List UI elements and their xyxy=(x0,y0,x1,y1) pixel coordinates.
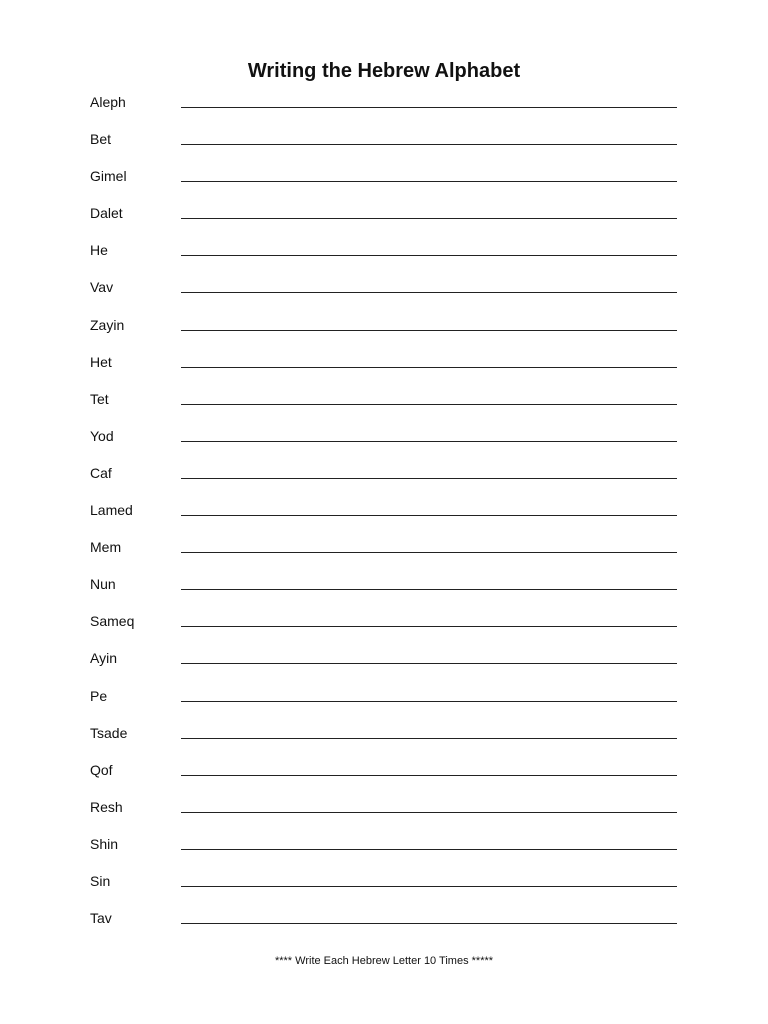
letter-name: Tsade xyxy=(90,724,128,741)
letter-name: Pe xyxy=(90,687,108,704)
letter-name: Zayin xyxy=(90,316,125,333)
writing-line xyxy=(181,775,677,776)
letter-row xyxy=(0,646,768,683)
letter-row xyxy=(0,424,768,461)
letter-name: Resh xyxy=(90,798,123,815)
writing-line xyxy=(181,218,677,219)
writing-line xyxy=(181,738,677,739)
letter-name: He xyxy=(90,242,108,259)
writing-line xyxy=(181,849,677,850)
writing-line xyxy=(181,367,677,368)
writing-line xyxy=(181,330,677,331)
letter-name: Tet xyxy=(90,390,109,407)
letter-row xyxy=(0,721,768,758)
writing-line xyxy=(181,255,677,256)
writing-line xyxy=(181,515,677,516)
letter-name: Ayin xyxy=(90,650,117,667)
letter-row xyxy=(0,461,768,498)
letter-row xyxy=(0,906,768,943)
letter-name: Gimel xyxy=(90,168,127,185)
letter-row xyxy=(0,238,768,275)
writing-line xyxy=(181,923,677,924)
writing-line xyxy=(181,478,677,479)
writing-line xyxy=(181,589,677,590)
writing-line xyxy=(181,404,677,405)
letter-row xyxy=(0,572,768,609)
letter-row xyxy=(0,350,768,387)
letter-row xyxy=(0,535,768,572)
writing-line xyxy=(181,441,677,442)
writing-line xyxy=(181,107,677,108)
letter-name: Qof xyxy=(90,761,113,778)
letter-name: Nun xyxy=(90,576,116,593)
letter-name: Sameq xyxy=(90,613,135,630)
letter-row xyxy=(0,684,768,721)
letter-row xyxy=(0,498,768,535)
letter-name: Het xyxy=(90,353,112,370)
page-title: Writing the Hebrew Alphabet xyxy=(247,60,521,83)
letter-row xyxy=(0,832,768,869)
letter-row xyxy=(0,609,768,646)
writing-line xyxy=(181,701,677,702)
letter-row xyxy=(0,201,768,238)
writing-line xyxy=(181,663,677,664)
writing-line xyxy=(181,292,677,293)
letter-row xyxy=(0,164,768,201)
letter-name: Caf xyxy=(90,464,112,481)
letter-name: Bet xyxy=(90,131,112,148)
writing-line xyxy=(181,552,677,553)
letter-name: Yod xyxy=(90,427,114,444)
letter-row xyxy=(0,387,768,424)
letter-name: Tav xyxy=(90,910,112,927)
letter-row xyxy=(0,758,768,795)
letter-list xyxy=(0,90,768,943)
letter-name: Vav xyxy=(90,279,114,296)
letter-name: Aleph xyxy=(90,94,126,110)
letter-name: Shin xyxy=(90,835,119,852)
letter-row xyxy=(0,869,768,906)
letter-row xyxy=(0,795,768,832)
writing-line xyxy=(181,144,677,145)
writing-line xyxy=(181,812,677,813)
letter-name: Lamed xyxy=(90,502,133,519)
letter-row xyxy=(0,90,768,127)
letter-row xyxy=(0,127,768,164)
letter-row xyxy=(0,275,768,312)
footer-instruction: **** Write Each Hebrew Letter 10 Times ***** xyxy=(274,955,494,967)
letter-row xyxy=(0,313,768,350)
letter-name: Mem xyxy=(90,539,122,556)
letter-name: Sin xyxy=(90,872,111,889)
writing-line xyxy=(181,181,677,182)
writing-line xyxy=(181,626,677,627)
writing-line xyxy=(181,886,677,887)
letter-name: Dalet xyxy=(90,205,123,222)
